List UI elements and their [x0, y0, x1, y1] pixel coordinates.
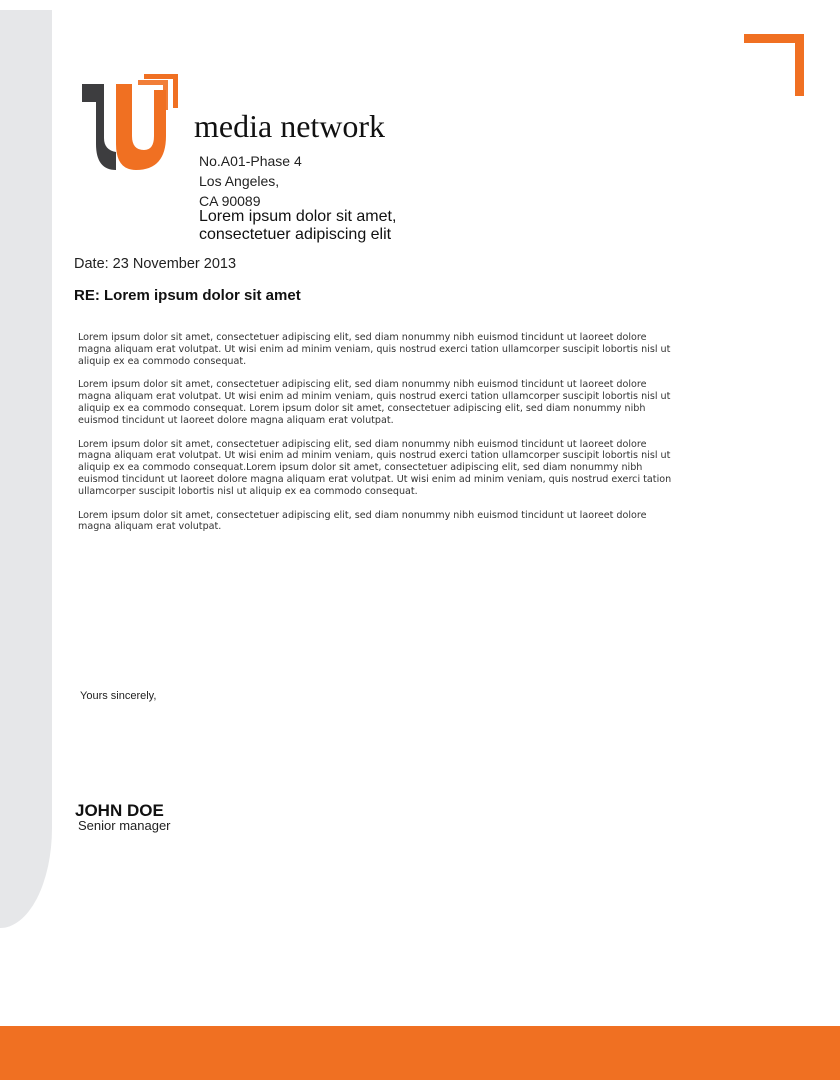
address-line-2: Los Angeles,: [199, 173, 280, 189]
address-line-1: No.A01-Phase 4: [199, 153, 302, 169]
body-paragraph-3: Lorem ipsum dolor sit amet, consectetuer adipiscing elit, sed diam nonummy nibh euismod tincidunt ut laoreet dolore magna aliquam erat volutpat. Ut wisi enim ad minim veniam, quis nostrud exerci tation ullamcorper suscipit lobortis nisl ut aliquip ex ea commodo consequat.Lorem ipsum dolor sit amet, consectetuer adipiscing elit, sed diam nonummy nibh euismod tincidunt ut laoreet dolore magna aliquam erat volutpat. Ut wisi enim ad minim veniam, quis nostrud exerci tation ullamcorper suscipit lobortis nisl ut aliquip ex ea commodo consequat.: [78, 438, 672, 497]
company-address: [199, 151, 302, 211]
body-paragraph-1: Lorem ipsum dolor sit amet, consectetuer adipiscing elit, sed diam nonummy nibh euismod tincidunt ut laoreet dolore magna aliquam erat volutpat. Ut wisi enim ad minim veniam, quis nostrud exerci tation ullamcorper suscipit lobortis nisl ut aliquip ex ea commodo consequat.: [78, 332, 671, 367]
side-decorative-band: [0, 10, 52, 928]
tagline-line-2: consectetuer adipiscing elit: [199, 226, 392, 243]
tagline-line-1: Lorem ipsum dolor sit amet,: [199, 208, 397, 225]
body-paragraph-4: Lorem ipsum dolor sit amet, consectetuer adipiscing elit, sed diam nonummy nibh euismod tincidunt ut laoreet dolore magna aliquam erat volutpat.: [78, 509, 647, 533]
letter-subject: RE: Lorem ipsum dolor sit amet: [74, 287, 301, 304]
company-name: media network: [194, 108, 386, 144]
letter-body: [78, 332, 674, 545]
orange-corner-bracket-icon: [744, 34, 804, 96]
signer-title: Senior manager: [78, 818, 171, 833]
company-tagline: [199, 208, 499, 244]
letter-date: Date: 23 November 2013: [74, 256, 237, 272]
letter-closing: Yours sincerely,: [80, 690, 157, 702]
signer-name: JOHN DOE: [75, 801, 164, 820]
address-line-3: CA 90089: [199, 193, 261, 209]
u-letter-logo-icon: [82, 74, 182, 172]
footer-band: [0, 1026, 840, 1080]
body-paragraph-2: Lorem ipsum dolor sit amet, consectetuer adipiscing elit, sed diam nonummy nibh euismod tincidunt ut laoreet dolore magna aliquam erat volutpat. Ut wisi enim ad minim veniam, quis nostrud exerci tation ullamcorper suscipit lobortis nisl ut aliquip ex ea commodo consequat. Lorem ipsum dolor sit amet, consectetuer adipiscing elit, sed diam nonummy nibh euismod tincidunt ut laoreet dolore magna aliquam erat volutpat.: [78, 379, 671, 426]
